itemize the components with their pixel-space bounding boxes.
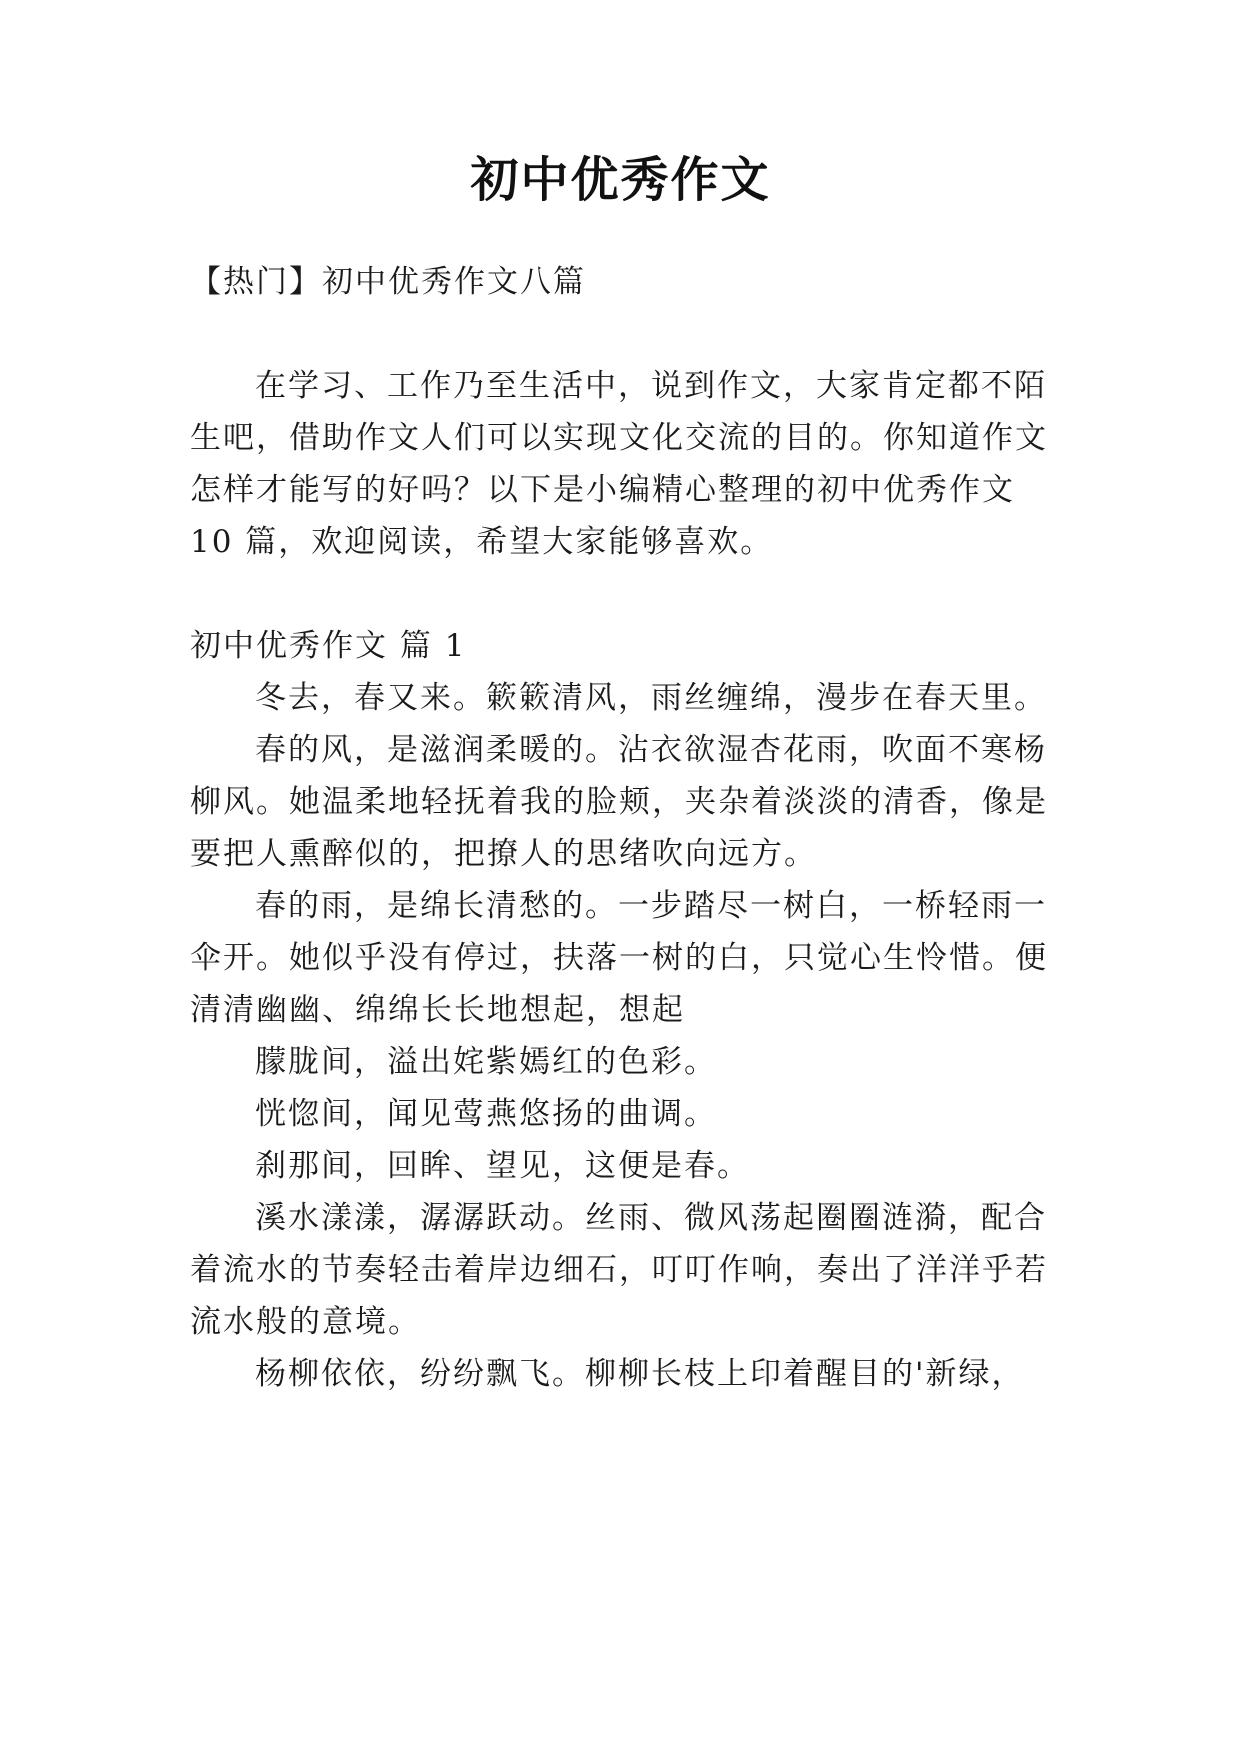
body-line: 恍惚间，闻见莺燕悠扬的曲调。 xyxy=(255,1096,717,1132)
body-line: 春的风，是滋润柔暖的。沾衣欲湿杏花雨，吹面不寒杨 xyxy=(255,732,1047,768)
document-subtitle: 【热门】初中优秀作文八篇 xyxy=(190,264,586,300)
body-line: 伞开。她似乎没有停过，扶落一树的白，只觉心生怜惜。便 xyxy=(190,940,1048,976)
body-line: 刹那间，回眸、望见，这便是春。 xyxy=(255,1148,750,1184)
body-line: 春的雨，是绵长清愁的。一步踏尽一树白，一桥轻雨一 xyxy=(255,888,1047,924)
intro-line: 怎样才能写的好吗？以下是小编精心整理的初中优秀作文 xyxy=(190,472,1015,508)
body-line: 清清幽幽、绵绵长长地想起，想起 xyxy=(190,992,685,1028)
section-heading: 初中优秀作文 篇 1 xyxy=(190,628,467,664)
intro-line: 在学习、工作乃至生活中，说到作文，大家肯定都不陌 xyxy=(255,368,1047,404)
intro-line: 10 篇，欢迎阅读，希望大家能够喜欢。 xyxy=(190,524,774,560)
body-line: 要把人熏醉似的，把撩人的思绪吹向远方。 xyxy=(190,836,817,872)
intro-line: 生吧，借助作文人们可以实现文化交流的目的。你知道作文 xyxy=(190,420,1048,456)
body-line: 溪水漾漾，潺潺跃动。丝雨、微风荡起圈圈涟漪，配合 xyxy=(255,1200,1047,1236)
body-line: 冬去，春又来。簌簌清风，雨丝缠绵，漫步在春天里。 xyxy=(255,680,1047,716)
body-line: 杨柳依依，纷纷飘飞。柳柳长枝上印着醒目的'新绿， xyxy=(255,1356,1025,1392)
document-title: 初中优秀作文 xyxy=(470,152,771,208)
body-line: 朦胧间，溢出姹紫嫣红的色彩。 xyxy=(255,1044,717,1080)
body-line: 着流水的节奏轻击着岸边细石，叮叮作响，奏出了洋洋乎若 xyxy=(190,1252,1048,1288)
body-line: 流水般的意境。 xyxy=(190,1304,421,1340)
body-line: 柳风。她温柔地轻抚着我的脸颊，夹杂着淡淡的清香，像是 xyxy=(190,784,1048,820)
